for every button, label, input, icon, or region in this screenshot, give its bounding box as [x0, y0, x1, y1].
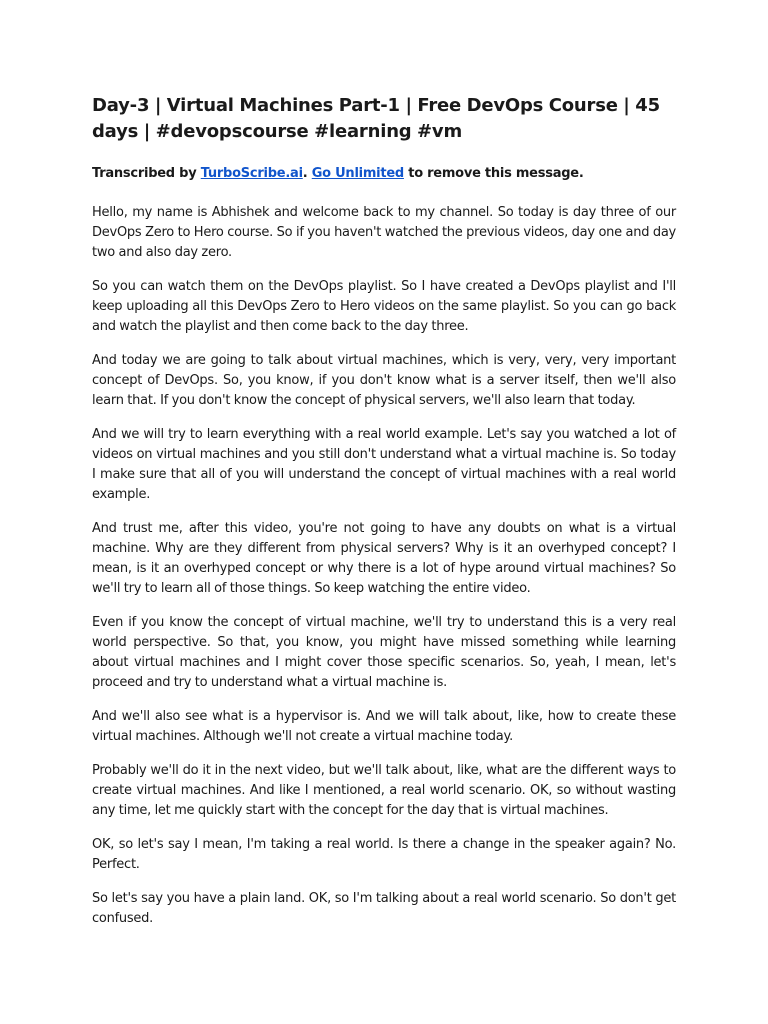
document-title: Day-3 | Virtual Machines Part-1 | Free DevOps Course | 45 days | #devopscourse #learning #vm	[92, 95, 660, 142]
paragraph-6: Even if you know the concept of virtual machine, we'll try to understand this is a very real world perspective. So that, you know, you might have missed something while learning about virtual machines and I might cover those specific scenarios. So, yeah, I mean, let's proceed and try to understand what a virtual machine is.	[92, 615, 676, 690]
go-unlimited-link[interactable]: Go Unlimited	[311, 166, 404, 181]
notice-middle: .	[302, 166, 312, 181]
paragraph-3: And today we are going to talk about virtual machines, which is very, very, very important concept of DevOps. So, you know, if you don't know what is a server itself, then we'll also learn that. If you don't know the concept of physical servers, we'll also learn that today.	[92, 353, 676, 408]
paragraph-2: So you can watch them on the DevOps playlist. So I have created a DevOps playlist and I'll keep uploading all this DevOps Zero to Hero videos on the same playlist. So you can go back and watch the playlist and then come back to the day three.	[92, 279, 676, 334]
turboscribe-link[interactable]: TurboScribe.ai	[200, 166, 303, 181]
paragraph-8: Probably we'll do it in the next video, but we'll talk about, like, what are the different ways to create virtual machines. And like I mentioned, a real world scenario. OK, so without wasting any time, let me quickly start with the concept for the day that is virtual machines.	[92, 763, 676, 818]
paragraph-9: OK, so let's say I mean, I'm taking a real world. Is there a change in the speaker again? No. Perfect.	[92, 837, 676, 872]
paragraph-1: Hello, my name is Abhishek and welcome back to my channel. So today is day three of our DevOps Zero to Hero course. So if you haven't watched the previous videos, day one and day two and also day zero.	[92, 205, 676, 260]
paragraph-7: And we'll also see what is a hypervisor is. And we will talk about, like, how to create these virtual machines. Although we'll not create a virtual machine today.	[92, 709, 676, 744]
paragraph-10: So let's say you have a plain land. OK, so I'm talking about a real world scenario. So don't get confused.	[92, 891, 676, 926]
notice-prefix: Transcribed by	[92, 166, 201, 181]
transcription-notice	[92, 164, 676, 184]
paragraph-5: And trust me, after this video, you're not going to have any doubts on what is a virtual machine. Why are they different from physical servers? Why is it an overhyped concept? I mean, is it an overhyped concept or why there is a lot of hype around virtual machines? So we'll try to learn all of those things. So keep watching the entire video.	[92, 521, 676, 596]
notice-suffix: to remove this message.	[403, 166, 584, 181]
paragraph-4: And we will try to learn everything with a real world example. Let's say you watched a lot of videos on virtual machines and you still don't understand what a virtual machine is. So today I make sure that all of you will understand the concept of virtual machines with a real world example.	[92, 427, 676, 502]
